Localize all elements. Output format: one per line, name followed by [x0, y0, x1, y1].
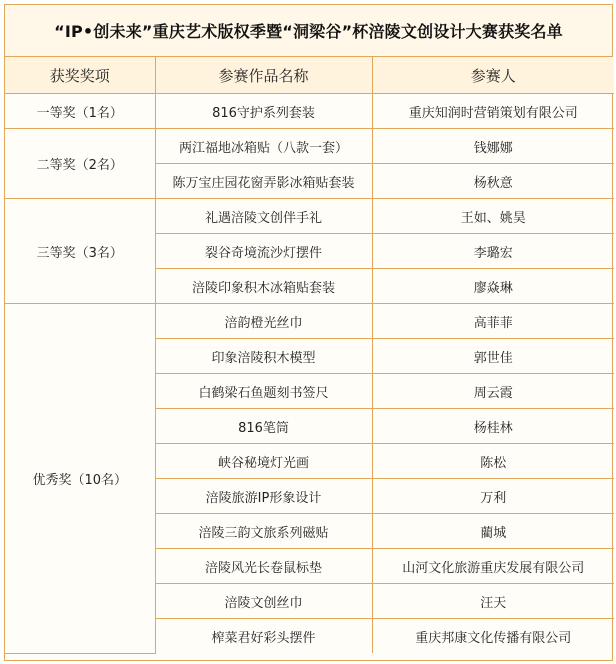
header-work: 参赛作品名称 — [155, 57, 372, 94]
work-name: 涪陵风光长卷鼠标垫 — [155, 549, 372, 584]
work-name: 涪陵文创丝巾 — [155, 584, 372, 619]
work-name: 白鹤梁石鱼题刻书签尺 — [155, 374, 372, 409]
header-entrant: 参赛人 — [372, 57, 614, 94]
table-row — [5, 304, 614, 339]
award-list-sheet — [4, 4, 613, 661]
award-second-cell: 二等奖（2名） — [5, 129, 155, 199]
entrant-name: 高菲菲 — [372, 304, 614, 339]
entrant-name: 杨秋意 — [372, 164, 614, 199]
work-name: 印象涪陵积木模型 — [155, 339, 372, 374]
work-name: 裂谷奇境流沙灯摆件 — [155, 234, 372, 269]
work-name: 816守护系列套装 — [155, 94, 372, 129]
award-merit-cell: 优秀奖（10名） — [5, 304, 155, 654]
award-table — [5, 57, 614, 654]
work-name: 峡谷秘境灯光画 — [155, 444, 372, 479]
entrant-name: 李璐宏 — [372, 234, 614, 269]
entrant-name: 周云霞 — [372, 374, 614, 409]
header-award: 获奖奖项 — [5, 57, 155, 94]
work-name: 陈万宝庄园花窗弄影冰箱贴套装 — [155, 164, 372, 199]
work-name: 涪陵三韵文旅系列磁贴 — [155, 514, 372, 549]
entrant-name: 钱娜娜 — [372, 129, 614, 164]
work-name: 涪韵橙光丝巾 — [155, 304, 372, 339]
work-name: 涪陵旅游IP形象设计 — [155, 479, 372, 514]
work-name: 涪陵印象积木冰箱贴套装 — [155, 269, 372, 304]
entrant-name: 廖焱琳 — [372, 269, 614, 304]
document-title: “IP•创未来”重庆艺术版权季暨“洞梁谷”杯涪陵文创设计大赛获奖名单 — [5, 5, 612, 57]
table-row — [5, 129, 614, 164]
award-first-cell: 一等奖（1名） — [5, 94, 155, 129]
award-third-cell: 三等奖（3名） — [5, 199, 155, 304]
work-name: 榨菜君好彩头摆件 — [155, 619, 372, 654]
entrant-name: 山河文化旅游重庆发展有限公司 — [372, 549, 614, 584]
work-name: 两江福地冰箱贴（八款一套） — [155, 129, 372, 164]
table-row — [5, 199, 614, 234]
entrant-name: 重庆邦康文化传播有限公司 — [372, 619, 614, 654]
entrant-name: 藺城 — [372, 514, 614, 549]
header-row — [5, 57, 614, 94]
entrant-name: 王如、姚昊 — [372, 199, 614, 234]
table-row — [5, 94, 614, 129]
entrant-name: 万利 — [372, 479, 614, 514]
work-name: 礼遇涪陵文创伴手礼 — [155, 199, 372, 234]
entrant-name: 重庆知润时营销策划有限公司 — [372, 94, 614, 129]
entrant-name: 杨桂林 — [372, 409, 614, 444]
entrant-name: 郭世佳 — [372, 339, 614, 374]
entrant-name: 陈松 — [372, 444, 614, 479]
entrant-name: 汪天 — [372, 584, 614, 619]
work-name: 816笔筒 — [155, 409, 372, 444]
